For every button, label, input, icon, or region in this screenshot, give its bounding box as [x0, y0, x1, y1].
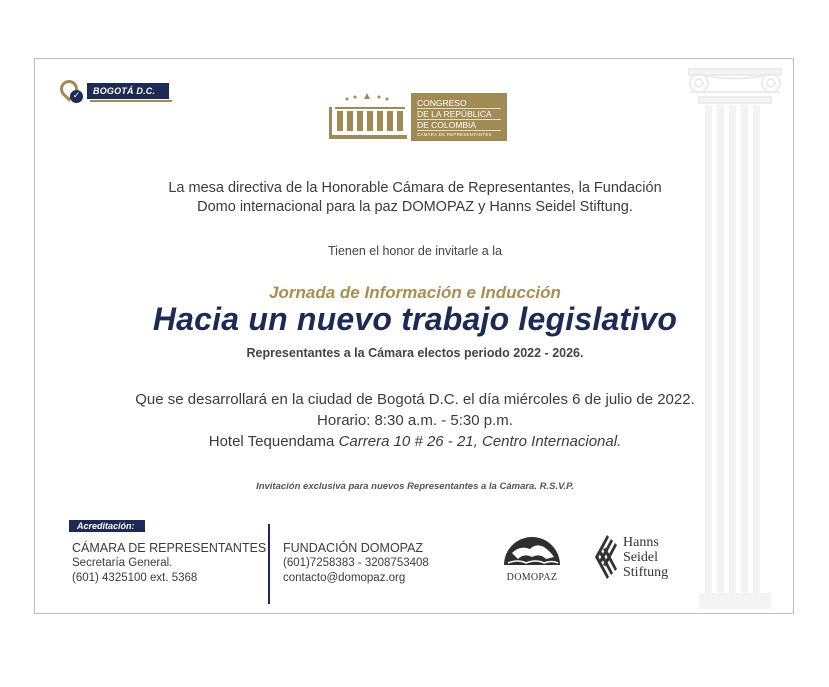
footer-divider: [268, 524, 270, 604]
globe-dome-icon: [500, 533, 564, 567]
contact-camara-org: CÁMARA DE REPRESENTANTES: [72, 541, 267, 555]
intro-line-2: Domo internacional para la paz DOMOPAZ y Hanns Seidel Stiftung.: [197, 199, 633, 215]
contact-camara-phone: (601) 4325100 ext. 5368: [72, 572, 198, 584]
date-line: Que se desarrollará en la ciudad de Bogotá D.C. el día miércoles 6 de julio de 2022.: [135, 391, 695, 408]
event-title: Hacia un nuevo trabajo legislativo: [152, 301, 678, 337]
contact-domopaz: [283, 541, 429, 586]
schedule-line: Horario: 8:30 a.m. - 5:30 p.m.: [317, 412, 513, 429]
venue-name: Hotel Tequendama: [208, 433, 335, 450]
hss-stripes-icon: [593, 533, 619, 581]
event-details: [35, 389, 794, 452]
audience-line: Representantes a la Cámara electos periodo 2022 - 2026.: [246, 346, 584, 360]
contact-domopaz-phone: (601)7258383 - 3208753408: [283, 557, 429, 569]
domopaz-logo-text: DOMOPAZ: [506, 572, 558, 583]
contact-camara-role: Secretaría General.: [72, 557, 173, 569]
domopaz-logo: [500, 533, 564, 583]
location-pin-icon: [59, 80, 81, 102]
contact-camara: [72, 541, 266, 586]
capitol-building-icon: [327, 93, 411, 141]
honor-line: Tienen el honor de invitarle a la: [328, 244, 502, 258]
event-subtitle: Jornada de Información e Inducción: [269, 283, 561, 302]
rsvp-note: Invitación exclusiva para nuevos Representantes a la Cámara. R.S.V.P.: [256, 481, 574, 492]
venue-line: [35, 431, 794, 452]
contact-domopaz-email: contacto@domopaz.org: [283, 572, 406, 584]
venue-address: Carrera 10 # 26 - 21, Centro Internacional.: [338, 433, 622, 450]
check-icon: ✓: [70, 90, 83, 103]
congress-logo: [327, 93, 507, 141]
intro-text: [35, 179, 794, 217]
accreditation-label: Acreditación:: [69, 520, 145, 532]
hss-logo-text: Hanns Seidel Stiftung: [623, 534, 669, 580]
city-badge: BOGOTÁ D.C.: [87, 83, 169, 99]
invitation-card: [34, 58, 794, 614]
congress-name: CONGRESO DE LA REPÚBLICA DE COLOMBIA CÁMARA DE REPRESENTANTES: [411, 93, 507, 141]
intro-line-1: La mesa directiva de la Honorable Cámara de Representantes, la Fundación: [168, 180, 662, 196]
location-header: [59, 79, 169, 103]
hanns-seidel-logo: [593, 533, 668, 581]
contact-domopaz-org: FUNDACIÓN DOMOPAZ: [283, 541, 424, 555]
